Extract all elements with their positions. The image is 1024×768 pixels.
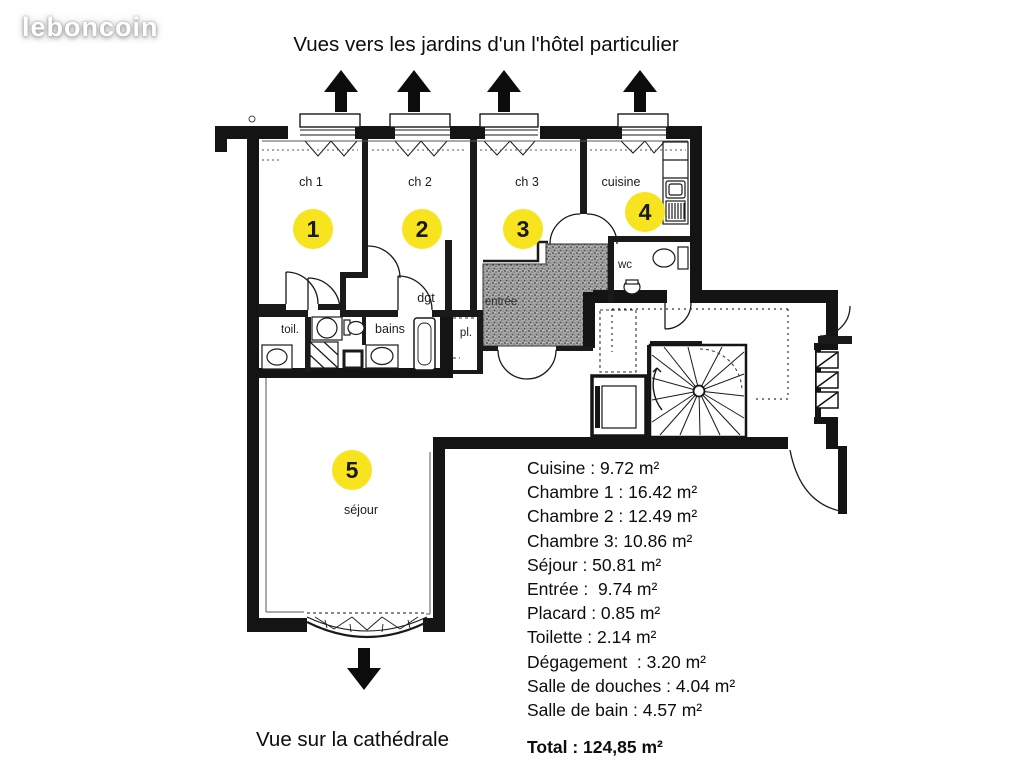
room-label-bains: bains [375, 322, 405, 336]
kitchen-counter [663, 142, 688, 224]
window-ch3 [480, 114, 538, 127]
room-marker-2 [402, 209, 442, 249]
area-line: Chambre 3: 10.86 m² [527, 530, 693, 551]
svg-text:4: 4 [638, 199, 652, 225]
north-view-arrows [324, 70, 657, 112]
wall-vents [816, 352, 838, 408]
north-arrow-icon [487, 70, 521, 112]
top-caption: Vues vers les jardins d'un l'hôtel particulier [293, 33, 679, 56]
window-ch1 [300, 114, 360, 127]
leboncoin-logo: leboncoin [22, 12, 159, 42]
room-label-cuisine: cuisine [601, 175, 641, 189]
window-ch2 [390, 114, 450, 127]
front-door [665, 303, 691, 329]
svg-text:5: 5 [345, 457, 359, 483]
svg-text:1: 1 [306, 216, 320, 242]
room-label-toil: toil. [281, 324, 299, 336]
bay-window [307, 613, 427, 637]
north-arrow-icon [623, 70, 657, 112]
room-label-entree: entrée [484, 296, 518, 308]
svg-text:2: 2 [415, 216, 429, 242]
building-entry-door [790, 450, 840, 511]
area-line: Chambre 2 : 12.49 m² [527, 506, 698, 527]
room-label-wc: wc [617, 259, 633, 271]
north-arrow-icon [397, 70, 431, 112]
area-line: Cuisine : 9.72 m² [527, 458, 660, 478]
area-line: Séjour : 50.81 m² [527, 554, 662, 575]
room-label-ch2: ch 2 [408, 175, 432, 189]
curtain-marks [305, 141, 665, 156]
area-line: Salle de douches : 4.04 m² [527, 675, 736, 696]
area-line: Entrée : 9.74 m² [527, 579, 658, 600]
room-marker-5 [332, 450, 372, 490]
shaft-dashed [600, 310, 636, 372]
window-cuisine [618, 114, 668, 127]
room-marker-1 [293, 209, 333, 249]
room-label-sejour: séjour [343, 503, 379, 517]
room-marker-4 [625, 192, 665, 232]
area-list [527, 456, 735, 759]
room-label-dgt: dgt [417, 291, 435, 305]
spiral-staircase [650, 345, 746, 437]
wall-mark [249, 116, 255, 122]
room-marker-3 [503, 209, 543, 249]
area-line: Placard : 0.85 m² [527, 603, 661, 624]
wc-fixtures [624, 247, 688, 294]
room-label-ch1: ch 1 [299, 175, 323, 189]
area-line: Dégagement : 3.20 m² [527, 651, 706, 672]
bottom-caption: Vue sur la cathédrale [256, 728, 449, 751]
south-arrow-icon [347, 648, 381, 690]
area-line: Toilette : 2.14 m² [527, 627, 657, 648]
svg-text:3: 3 [516, 216, 530, 242]
hall-annex [592, 309, 838, 437]
elevator-shaft [592, 376, 646, 436]
double-door-sejour [498, 350, 556, 379]
area-line: Chambre 1 : 16.42 m² [527, 482, 698, 503]
area-line: Salle de bain : 4.57 m² [527, 700, 703, 721]
north-arrow-icon [324, 70, 358, 112]
total-line: Total : 124,85 m² [527, 737, 663, 758]
room-label-pl: pl. [459, 327, 473, 339]
room-label-ch3: ch 3 [515, 175, 539, 189]
